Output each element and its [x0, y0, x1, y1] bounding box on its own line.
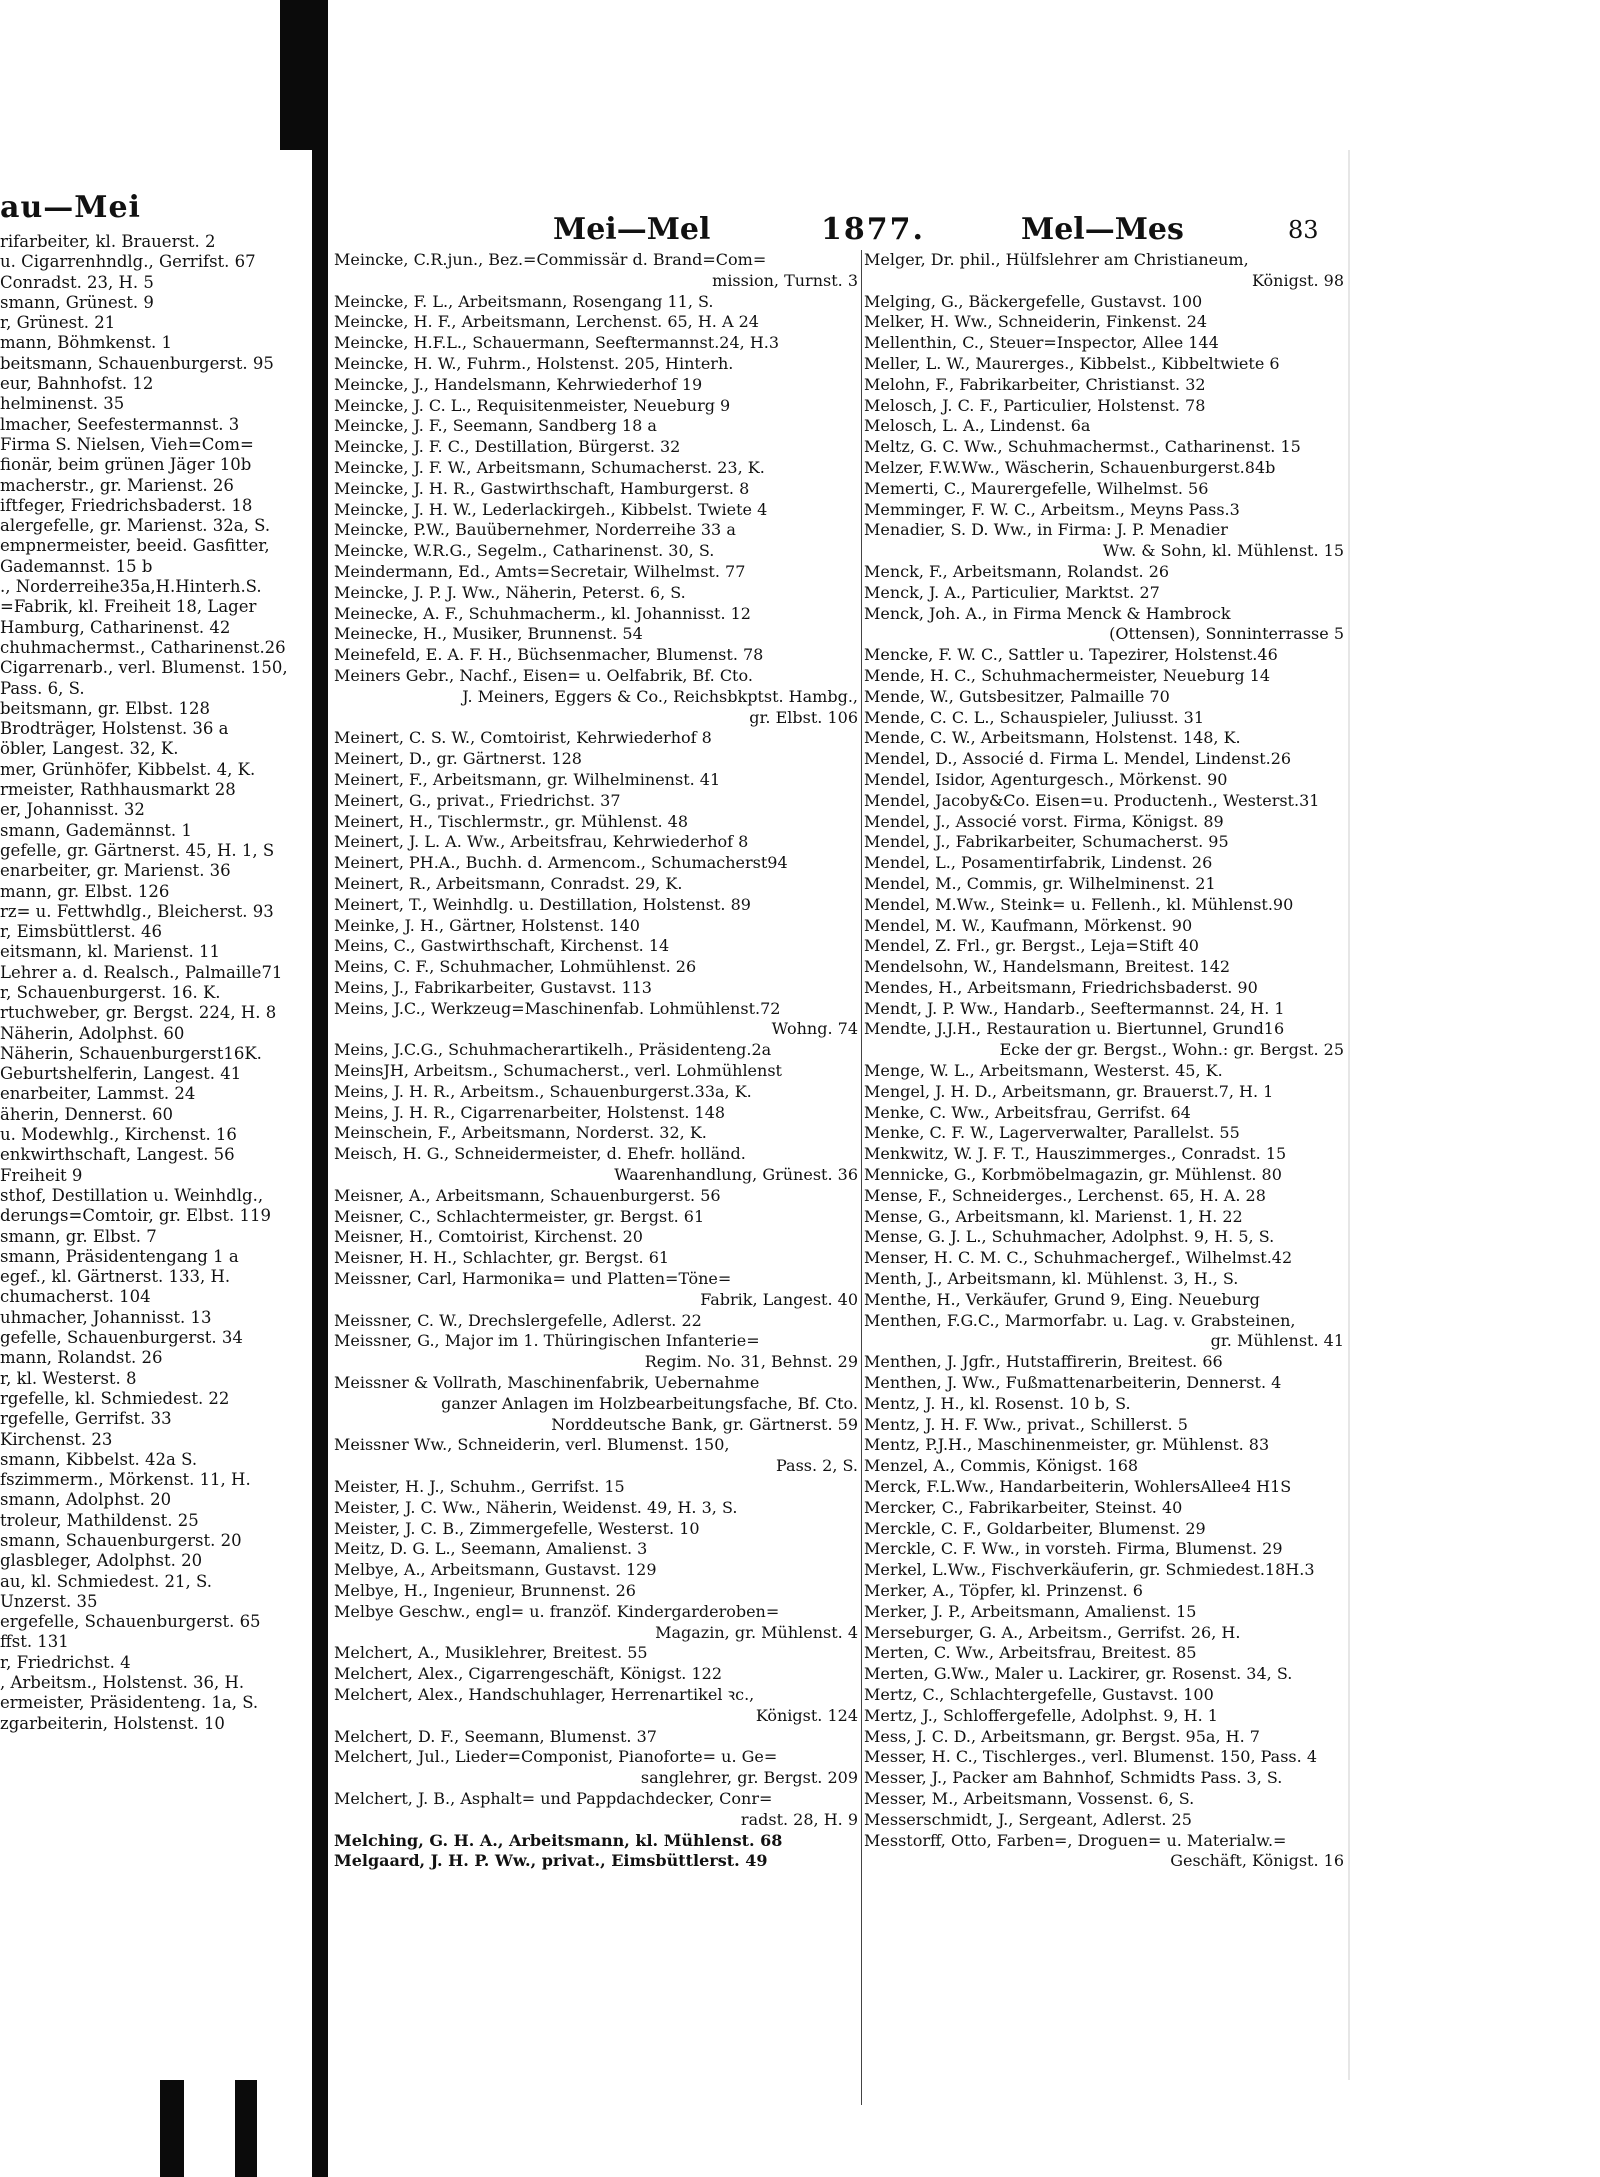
left-entry-line: iftfeger, Friedrichsbaderst. 18: [0, 495, 253, 515]
directory-entry: Meister, J. C. Ww., Näherin, Weidenst. 49, H. 3, S.: [334, 1497, 738, 1517]
left-entry-line: ffst. 131: [0, 1632, 69, 1652]
left-entry-line: sthof, Destillation u. Weinhdlg.,: [0, 1185, 264, 1205]
directory-entry: Melchert, Alex., Handschuhlager, Herrenartikel ꝛc.,: [334, 1684, 755, 1704]
directory-entry: Meisner, C., Schlachtermeister, gr. Bergst. 61: [334, 1206, 705, 1226]
directory-entry: Meincke, J. H. W., Lederlackirgeh., Kibbelst. Twiete 4: [334, 499, 768, 519]
directory-continuation-line: Pass. 2, S.: [775, 1456, 858, 1476]
directory-entry: Menke, C. F. W., Lagerverwalter, Parallelst. 55: [864, 1123, 1240, 1143]
directory-continuation-line: Fabrik, Langest. 40: [700, 1289, 858, 1309]
directory-entry: Meincke, H. W., Fuhrm., Holstenst. 205, Hinterh.: [334, 353, 734, 373]
directory-entry: Merker, J. P., Arbeitsmann, Amalienst. 15: [864, 1601, 1197, 1621]
directory-entry: Melchert, A., Musiklehrer, Breitest. 55: [334, 1643, 648, 1663]
left-entry-line: uhmacher, Johannisst. 13: [0, 1307, 212, 1327]
directory-entry: Mertz, C., Schlachtergefelle, Gustavst. 100: [864, 1684, 1214, 1704]
directory-entry: Meinschein, F., Arbeitsmann, Norderst. 32, K.: [334, 1123, 707, 1143]
top-dark-edge: [280, 0, 312, 150]
left-entry-line: Näherin, Schauenburgerst16K.: [0, 1043, 262, 1063]
header-range-left: Mei—Mel: [553, 212, 711, 247]
directory-continuation-line: J. Meiners, Eggers & Co., Reichsbkptst. Hambg.,: [462, 686, 858, 706]
directory-entry: Meincke, H.F.L., Schauermann, Seeftermannst.24, H.3: [334, 333, 780, 353]
directory-continuation-line: Norddeutsche Bank, gr. Gärtnerst. 59: [551, 1414, 858, 1434]
left-entry-line: , Arbeitsm., Holstenst. 36, H.: [0, 1673, 245, 1693]
directory-entry: Melger, Dr. phil., Hülfslehrer am Christianeum,: [864, 250, 1249, 269]
directory-entry: Merker, A., Töpfer, kl. Prinzenst. 6: [864, 1581, 1143, 1600]
directory-entry: Meincke, C.R.jun., Bez.=Commissär d. Brand=Com=: [334, 250, 767, 269]
directory-entry: Merckle, C. F., Goldarbeiter, Blumenst. 29: [864, 1518, 1206, 1538]
header-range-right: Mel—Mes: [1021, 212, 1184, 247]
left-entry-line: empnermeister, beeid. Gasfitter,: [0, 536, 270, 556]
directory-entry: Menadier, S. D. Ww., in Firma: J. P. Menadier: [864, 520, 1228, 540]
directory-entry: Mennicke, G., Korbmöbelmagazin, gr. Mühlenst. 80: [864, 1165, 1282, 1185]
directory-entry: Mendel, M.Ww., Steink= u. Fellenh., kl. Mühlenst.90: [864, 894, 1294, 914]
directory-entry: Mendel, Isidor, Agenturgesch., Mörkenst. 90: [864, 769, 1228, 789]
left-entry-line: smann, gr. Elbst. 7: [0, 1226, 157, 1246]
directory-entry: Meissner, C. W., Drechslergefelle, Adlerst. 22: [334, 1310, 702, 1330]
left-entry-line: eitsmann, kl. Marienst. 11: [0, 942, 221, 962]
directory-entry: Meincke, J. C. L., Requisitenmeister, Neueburg 9: [334, 395, 731, 415]
directory-entry: Melosch, J. C. F., Particulier, Holstenst. 78: [864, 395, 1206, 415]
left-entry-line: Unzerst. 35: [0, 1591, 98, 1611]
directory-entry: Mende, C. W., Arbeitsmann, Holstenst. 148, K.: [864, 728, 1241, 748]
directory-entry: Meller, L. W., Maurerges., Kibbelst., Kibbeltwiete 6: [864, 353, 1280, 373]
column-divider: [861, 250, 862, 2105]
left-entry-line: smann, Gademännst. 1: [0, 820, 192, 840]
left-entry-line: smann, Präsidentengang 1 a: [0, 1246, 239, 1266]
directory-entry: Menthen, F.G.C., Marmorfabr. u. Lag. v. Grabsteinen,: [864, 1310, 1296, 1330]
left-entry-line: enarbeiter, gr. Marienst. 36: [0, 861, 231, 881]
directory-entry: Menthen, J. Jgfr., Hutstaffirerin, Breitest. 66: [864, 1352, 1223, 1372]
directory-continuation-line: mission, Turnst. 3: [712, 270, 858, 290]
directory-entry: Meitz, D. G. L., Seemann, Amalienst. 3: [334, 1539, 648, 1559]
left-entry-line: mann, Rolandst. 26: [0, 1348, 163, 1368]
left-entry-line: gefelle, gr. Gärtnerst. 45, H. 1, S: [0, 840, 275, 860]
left-entry-line: r, Friedrichst. 4: [0, 1652, 131, 1672]
directory-entry: Mendelsohn, W., Handelsmann, Breitest. 142: [864, 957, 1231, 977]
left-entry-line: Gademannst. 15 b: [0, 556, 153, 576]
directory-entry: Mende, W., Gutsbesitzer, Palmaille 70: [864, 686, 1170, 706]
left-entry-line: u. Modewhlg., Kirchenst. 16: [0, 1125, 237, 1145]
left-entry-line: egef., kl. Gärtnerst. 133, H.: [0, 1267, 231, 1287]
directory-entry: Merten, C. Ww., Arbeitsfrau, Breitest. 85: [864, 1643, 1197, 1663]
directory-entry: Meincke, J. F. C., Destillation, Bürgerst. 32: [334, 437, 681, 457]
directory-entry: Melchert, J. B., Asphalt= und Pappdachdecker, Conr=: [334, 1788, 773, 1808]
directory-entry: Meins, J., Fabrikarbeiter, Gustavst. 113: [334, 977, 652, 997]
left-entry-line: rgefelle, kl. Schmiedest. 22: [0, 1388, 230, 1408]
directory-entry: Meincke, H. F., Arbeitsmann, Lerchenst. 65, H. A 24: [334, 312, 759, 332]
left-entry-line: troleur, Mathildenst. 25: [0, 1510, 199, 1530]
directory-entry: Meinert, F., Arbeitsmann, gr. Wilhelminenst. 41: [334, 769, 721, 789]
left-entry-line: mann, gr. Elbst. 126: [0, 881, 170, 901]
directory-page: [328, 150, 1348, 2080]
directory-entry: Mendel, Jacoby&Co. Eisen=u. Productenh., Westerst.31: [864, 790, 1320, 810]
directory-continuation-line: Königst. 98: [1252, 270, 1344, 290]
left-entry-line: enkwirthschaft, Langest. 56: [0, 1145, 235, 1165]
directory-entry: Messer, M., Arbeitsmann, Vossenst. 6, S.: [864, 1788, 1195, 1808]
directory-entry: Melbye, A., Arbeitsmann, Gustavst. 129: [334, 1560, 657, 1580]
header-year: 1877.: [821, 212, 925, 247]
left-entry-line: macherstr., gr. Marienst. 26: [0, 475, 234, 495]
directory-entry: Meins, J.C.G., Schuhmacherartikelh., Präsidenteng.2a: [334, 1040, 772, 1060]
directory-entry: Melging, G., Bäckergefelle, Gustavst. 100: [864, 291, 1203, 311]
directory-entry: Meissner, Carl, Harmonika= und Platten=Töne=: [334, 1269, 732, 1289]
directory-entry: Melchert, Alex., Cigarrengeschäft, Königst. 122: [334, 1664, 723, 1684]
directory-entry: Mentz, J. H., kl. Rosenst. 10 b, S.: [864, 1393, 1131, 1413]
directory-entry: Meisner, A., Arbeitsmann, Schauenburgerst. 56: [334, 1185, 721, 1205]
directory-entry: Meisner, H., Comtoirist, Kirchenst. 20: [334, 1227, 643, 1247]
directory-entry: Melzer, F.W.Ww., Wäscherin, Schauenburgerst.84b: [864, 457, 1276, 477]
directory-entry: Menck, F., Arbeitsmann, Rolandst. 26: [864, 561, 1170, 581]
directory-entry: Melchert, Jul., Lieder=Componist, Pianoforte= u. Ge=: [334, 1747, 778, 1767]
directory-column-right: [864, 250, 1348, 1872]
left-entry-line: glasbleger, Adolphst. 20: [0, 1551, 203, 1571]
left-entry-line: öbler, Langest. 32, K.: [0, 739, 179, 759]
left-entry-line: smann, Adolphst. 20: [0, 1490, 172, 1510]
directory-continuation-line: (Ottensen), Sonninterrasse 5: [1109, 624, 1344, 644]
directory-continuation-line: Ww. & Sohn, kl. Mühlenst. 15: [1102, 541, 1344, 561]
directory-entry: Meincke, J. F., Seemann, Sandberg 18 a: [334, 416, 657, 436]
left-entry-line: Brodträger, Holstenst. 36 a: [0, 719, 229, 739]
directory-entry: Mendel, L., Posamentirfabrik, Lindenst. 26: [864, 853, 1213, 873]
directory-continuation-line: gr. Elbst. 106: [749, 707, 858, 727]
left-entry-line: derungs=Comtoir, gr. Elbst. 119: [0, 1206, 272, 1226]
directory-entry: Meins, J. H. R., Cigarrenarbeiter, Holstenst. 148: [334, 1102, 726, 1122]
left-entry-line: ., Norderreihe35a,H.Hinterh.S.: [0, 577, 262, 597]
directory-entry: Merckle, C. F. Ww., in vorsteh. Firma, Blumenst. 29: [864, 1539, 1283, 1559]
left-entry-line: mann, Böhmkenst. 1: [0, 333, 173, 353]
left-entry-line: chuhmachermst., Catharinenst.26: [0, 637, 286, 657]
directory-entry: Menkwitz, W. J. F. T., Hauszimmerges., Conradst. 15: [864, 1144, 1287, 1164]
left-entry-line: r, Eimsbüttlerst. 46: [0, 922, 162, 942]
directory-entry: Meincke, J. P. J. Ww., Näherin, Peterst. 6, S.: [334, 582, 686, 602]
left-entry-line: Firma S. Nielsen, Vieh=Com=: [0, 434, 254, 454]
directory-entry: Mendel, M. W., Kaufmann, Mörkenst. 90: [864, 915, 1193, 935]
left-entry-line: r, Grünest. 21: [0, 313, 116, 333]
directory-entry: Menthe, H., Verkäufer, Grund 9, Eing. Neueburg: [864, 1289, 1260, 1309]
directory-entry: Meincke, W.R.G., Segelm., Catharinenst. 30, S.: [334, 541, 715, 561]
directory-entry: MeinsJH, Arbeitsm., Schumacherst., verl. Lohmühlenst: [334, 1061, 782, 1081]
directory-entry: Meins, C. F., Schuhmacher, Lohmühlenst. 26: [334, 957, 697, 977]
directory-continuation-line: Magazin, gr. Mühlenst. 4: [655, 1622, 858, 1642]
left-entry-line: rtuchweber, gr. Bergst. 224, H. 8: [0, 1003, 277, 1023]
directory-entry: Messerschmidt, J., Sergeant, Adlerst. 25: [864, 1809, 1192, 1829]
directory-continuation-line: Wohng. 74: [771, 1019, 858, 1039]
directory-entry: Meister, H. J., Schuhm., Gerrifst. 15: [334, 1477, 625, 1497]
directory-entry: Mendel, J., Associé vorst. Firma, Königst. 89: [864, 811, 1224, 831]
directory-entry: Meinecke, A. F., Schuhmacherm., kl. Johannisst. 12: [334, 603, 751, 623]
page-header: [328, 212, 1348, 248]
directory-entry: Mendel, Z. Frl., gr. Bergst., Leja=Stift 40: [864, 936, 1199, 956]
left-entry-line: Pass. 6, S.: [0, 678, 85, 698]
left-entry-line: beitsmann, Schauenburgerst. 95: [0, 353, 274, 373]
directory-continuation-line: gr. Mühlenst. 41: [1210, 1331, 1344, 1351]
directory-entry: Meinert, T., Weinhdlg. u. Destillation, Holstenst. 89: [334, 894, 751, 914]
directory-entry: Mentz, P.J.H., Maschinenmeister, gr. Mühlenst. 83: [864, 1435, 1270, 1455]
directory-entry: Merten, G.Ww., Maler u. Lackirer, gr. Rosenst. 34, S.: [864, 1664, 1293, 1684]
left-entry-line: ermeister, Präsidenteng. 1a, S.: [0, 1693, 259, 1713]
left-entry-line: mer, Grünhöfer, Kibbelst. 4, K.: [0, 759, 256, 779]
left-entry-line: r, kl. Westerst. 8: [0, 1368, 137, 1388]
left-entry-line: smann, Schauenburgerst. 20: [0, 1531, 242, 1550]
directory-entry: Melbye, H., Ingenieur, Brunnenst. 26: [334, 1581, 636, 1600]
directory-entry: Meisner, H. H., Schlachter, gr. Bergst. 61: [334, 1248, 670, 1268]
directory-entry: Mertz, J., Schloffergefelle, Adolphst. 9, H. 1: [864, 1705, 1218, 1725]
directory-entry: Meincke, F. L., Arbeitsmann, Rosengang 11, S.: [334, 291, 714, 311]
directory-entry: Menzel, A., Commis, Königst. 168: [864, 1456, 1139, 1476]
left-entry-line: au, kl. Schmiedest. 21, S.: [0, 1571, 212, 1591]
left-entry-line: =Fabrik, kl. Freiheit 18, Lager: [0, 597, 257, 617]
directory-entry: Memerti, C., Maurergefelle, Wilhelmst. 56: [864, 478, 1209, 498]
directory-entry: Mende, H. C., Schuhmachermeister, Neueburg 14: [864, 665, 1271, 685]
left-entry-line: zgarbeiterin, Holstenst. 10: [0, 1713, 225, 1733]
directory-entry: Mellenthin, C., Steuer=Inspector, Allee 144: [864, 333, 1219, 353]
directory-entry: Meister, J. C. B., Zimmergefelle, Westerst. 10: [334, 1518, 700, 1538]
left-page-fragment: [0, 150, 312, 2080]
left-entry-line: rmeister, Rathhausmarkt 28: [0, 780, 236, 800]
directory-entry: Messer, J., Packer am Bahnhof, Schmidts Pass. 3, S.: [864, 1768, 1283, 1788]
left-entry-line: fszimmerm., Mörkenst. 11, H.: [0, 1470, 251, 1490]
directory-entry: Melohn, F., Fabrikarbeiter, Christianst. 32: [864, 374, 1206, 394]
left-entry-line: Freiheit 9: [0, 1165, 83, 1185]
page-edge: [1348, 150, 1350, 2080]
directory-entry: Menth, J., Arbeitsmann, kl. Mühlenst. 3, H., S.: [864, 1269, 1239, 1289]
directory-entry: Mencke, F. W. C., Sattler u. Tapezirer, Holstenst.46: [864, 645, 1278, 665]
directory-entry: Mentz, J. H. F. Ww., privat., Schillerst. 5: [864, 1414, 1188, 1434]
directory-entry: Mendel, M., Commis, gr. Wilhelminenst. 21: [864, 873, 1216, 893]
left-entry-line: helminenst. 35: [0, 394, 125, 414]
directory-continuation-line: Königst. 124: [755, 1705, 858, 1725]
directory-entry: Menke, C. Ww., Arbeitsfrau, Gerrifst. 64: [864, 1102, 1191, 1122]
directory-entry: Meindermann, Ed., Amts=Secretair, Wilhelmst. 77: [334, 561, 746, 581]
directory-entry: Mendt, J. P. Ww., Handarb., Seeftermannst. 24, H. 1: [864, 998, 1285, 1018]
directory-entry: Meincke, J. F. W., Arbeitsmann, Schumacherst. 23, K.: [334, 457, 765, 477]
directory-entry: Menck, J. A., Particulier, Marktst. 27: [864, 582, 1160, 602]
directory-entry: Mercker, C., Fabrikarbeiter, Steinst. 40: [864, 1497, 1183, 1517]
left-entry-line: eur, Bahnhofst. 12: [0, 374, 154, 394]
left-entry-line: Näherin, Adolphst. 60: [0, 1023, 185, 1043]
left-entry-line: chumacherst. 104: [0, 1287, 151, 1307]
directory-entry: Mense, F., Schneiderges., Lerchenst. 65, H. A. 28: [864, 1185, 1266, 1205]
directory-continuation-line: sanglehrer, gr. Bergst. 209: [640, 1768, 858, 1788]
directory-entry: Meinert, H., Tischlermstr., gr. Mühlenst. 48: [334, 811, 689, 831]
left-entry-line: er, Johannisst. 32: [0, 800, 145, 820]
directory-entry: Melchert, D. F., Seemann, Blumenst. 37: [334, 1726, 657, 1746]
directory-entry: Merkel, L.Ww., Fischverkäuferin, gr. Schmiedest.18H.3: [864, 1560, 1315, 1580]
directory-entry: Menge, W. L., Arbeitsmann, Westerst. 45, K.: [864, 1061, 1223, 1081]
directory-entry: Meincke, J. H. R., Gastwirthschaft, Hamburgerst. 8: [334, 478, 750, 498]
directory-entry: Meincke, P.W., Bauübernehmer, Norderreihe 33 a: [334, 520, 736, 540]
left-entry-line: rgefelle, Gerrifst. 33: [0, 1409, 172, 1429]
directory-entry: Menser, H. C. M. C., Schuhmachergef., Wilhelmst.42: [864, 1248, 1293, 1268]
directory-entry: Merseburger, G. A., Arbeitsm., Gerrifst. 26, H.: [864, 1622, 1241, 1642]
directory-continuation-line: Waarenhandlung, Grünest. 36: [614, 1165, 858, 1185]
directory-entry: Meinecke, H., Musiker, Brunnenst. 54: [334, 624, 643, 644]
directory-continuation-line: Geschäft, Königst. 16: [1170, 1851, 1344, 1871]
left-entry-line: fionär, beim grünen Jäger 10b: [0, 455, 252, 475]
directory-entry: Mense, G. J. L., Schuhmacher, Adolphst. 9, H. 5, S.: [864, 1227, 1275, 1247]
directory-entry: Mendel, J., Fabrikarbeiter, Schumacherst. 95: [864, 832, 1229, 852]
directory-entry: Mendel, D., Associé d. Firma L. Mendel, Lindenst.26: [864, 749, 1292, 769]
left-entry-line: r, Schauenburgerst. 16. K.: [0, 982, 221, 1002]
left-entry-line: enarbeiter, Lammst. 24: [0, 1084, 196, 1104]
left-entry-line: ergefelle, Schauenburgerst. 65: [0, 1612, 261, 1632]
left-entry-line: Conradst. 23, H. 5: [0, 272, 154, 292]
directory-entry: Melgaard, J. H. P. Ww., privat., Eimsbüttlerst. 49: [334, 1851, 768, 1871]
directory-entry: Menthen, J. Ww., Fußmattenarbeiterin, Dennerst. 4: [864, 1373, 1282, 1393]
directory-entry: Meissner Ww., Schneiderin, verl. Blumenst. 150,: [334, 1435, 730, 1455]
left-entry-line: u. Cigarrenhndlg., Gerrifst. 67: [0, 252, 256, 272]
left-entry-line: Lehrer a. d. Realsch., Palmaille71: [0, 962, 283, 982]
directory-entry: Mende, C. C. L., Schauspieler, Juliusst. 31: [864, 707, 1205, 727]
directory-entry: Meins, C., Gastwirthschaft, Kirchenst. 14: [334, 936, 670, 956]
directory-entry: Meinert, PH.A., Buchh. d. Armencom., Schumacherst94: [334, 853, 788, 873]
directory-continuation-line: ganzer Anlagen im Holzbearbeitungsfache, Bf. Cto.: [441, 1393, 858, 1413]
directory-entry: Meinefeld, E. A. F. H., Büchsenmacher, Blumenst. 78: [334, 645, 764, 665]
left-entry-line: smann, Grünest. 9: [0, 292, 154, 312]
directory-entry: Meinert, R., Arbeitsmann, Conradst. 29, K.: [334, 873, 683, 893]
directory-entry: Mense, G., Arbeitsmann, kl. Marienst. 1, H. 22: [864, 1206, 1243, 1226]
directory-entry: Melching, G. H. A., Arbeitsmann, kl. Mühlenst. 68: [334, 1830, 783, 1850]
left-entry-line: alergefelle, gr. Marienst. 32a, S.: [0, 516, 271, 536]
directory-entry: Meinert, D., gr. Gärtnerst. 128: [334, 749, 582, 769]
page-number: 83: [1288, 216, 1319, 244]
left-entry-line: Cigarrenarb., verl. Blumenst. 150,: [0, 658, 288, 678]
directory-entry: Merck, F.L.Ww., Handarbeiterin, WohlersAllee4 H1S: [864, 1477, 1292, 1497]
directory-entry: Meinke, J. H., Gärtner, Holstenst. 140: [334, 915, 640, 935]
directory-entry: Mendes, H., Arbeitsmann, Friedrichsbaderst. 90: [864, 977, 1258, 997]
directory-entry: Meisch, H. G., Schneidermeister, d. Ehefr. holländ.: [334, 1144, 746, 1164]
directory-entry: Melbye Geschw., engl= u. franzöf. Kindergarderoben=: [334, 1601, 780, 1621]
directory-continuation-line: Ecke der gr. Bergst., Wohn.: gr. Bergst. 25: [999, 1040, 1344, 1060]
directory-entry: Messtorff, Otto, Farben=, Droguen= u. Materialw.=: [864, 1830, 1287, 1850]
directory-entry: Meiners Gebr., Nachf., Eisen= u. Oelfabrik, Bf. Cto.: [334, 665, 753, 685]
directory-entry: Mendte, J.J.H., Restauration u. Biertunnel, Grund16: [864, 1019, 1285, 1039]
directory-entry: Menck, Joh. A., in Firma Menck & Hambrock: [864, 603, 1231, 623]
left-entry-line: beitsmann, gr. Elbst. 128: [0, 698, 211, 718]
left-entry-line: äherin, Dennerst. 60: [0, 1104, 173, 1124]
directory-continuation-line: radst. 28, H. 9: [740, 1809, 858, 1829]
directory-entry: Meins, J.C., Werkzeug=Maschinenfab. Lohmühlenst.72: [334, 998, 781, 1018]
left-entry-line: smann, Kibbelst. 42a S.: [0, 1449, 198, 1469]
directory-entry: Messer, H. C., Tischlerges., verl. Blumenst. 150, Pass. 4: [864, 1747, 1317, 1767]
directory-entry: Melker, H. Ww., Schneiderin, Finkenst. 24: [864, 312, 1208, 332]
directory-continuation-line: Regim. No. 31, Behnst. 29: [644, 1352, 858, 1372]
left-column-entries: [0, 232, 312, 1734]
directory-entry: Meins, J. H. R., Arbeitsm., Schauenburgerst.33a, K.: [334, 1081, 752, 1101]
directory-entry: Meinert, J. L. A. Ww., Arbeitsfrau, Kehrwiederhof 8: [334, 832, 749, 852]
directory-entry: Memminger, F. W. C., Arbeitsm., Meyns Pass.3: [864, 499, 1240, 519]
directory-entry: Meinert, G., privat., Friedrichst. 37: [334, 790, 621, 810]
left-entry-line: lmacher, Seefestermannst. 3: [0, 414, 240, 434]
directory-entry: Meissner, G., Major im 1. Thüringischen Infanterie=: [334, 1331, 760, 1351]
left-entry-line: Hamburg, Catharinenst. 42: [0, 617, 231, 637]
left-page-header: au—Mei: [0, 190, 141, 225]
left-entry-line: rz= u. Fettwhdlg., Bleicherst. 93: [0, 901, 274, 921]
directory-entry: Meltz, G. C. Ww., Schuhmachermst., Catharinenst. 15: [864, 437, 1301, 457]
directory-entry: Melosch, L. A., Lindenst. 6a: [864, 416, 1091, 436]
left-entry-line: Geburtshelferin, Langest. 41: [0, 1064, 242, 1084]
directory-entry: Meinert, C. S. W., Comtoirist, Kehrwiederhof 8: [334, 728, 712, 748]
left-entry-line: Kirchenst. 23: [0, 1429, 113, 1449]
directory-entry: Meissner & Vollrath, Maschinenfabrik, Uebernahme: [334, 1373, 760, 1393]
directory-column-left: [334, 250, 862, 1872]
book-spine-shadow: [312, 0, 328, 2177]
directory-entry: Mess, J. C. D., Arbeitsmann, gr. Bergst. 95a, H. 7: [864, 1726, 1260, 1746]
directory-entry: Meincke, J., Handelsmann, Kehrwiederhof 19: [334, 374, 703, 394]
left-entry-line: rifarbeiter, kl. Brauerst. 2: [0, 232, 216, 251]
left-entry-line: gefelle, Schauenburgerst. 34: [0, 1328, 243, 1348]
directory-entry: Mengel, J. H. D., Arbeitsmann, gr. Brauerst.7, H. 1: [864, 1081, 1274, 1101]
